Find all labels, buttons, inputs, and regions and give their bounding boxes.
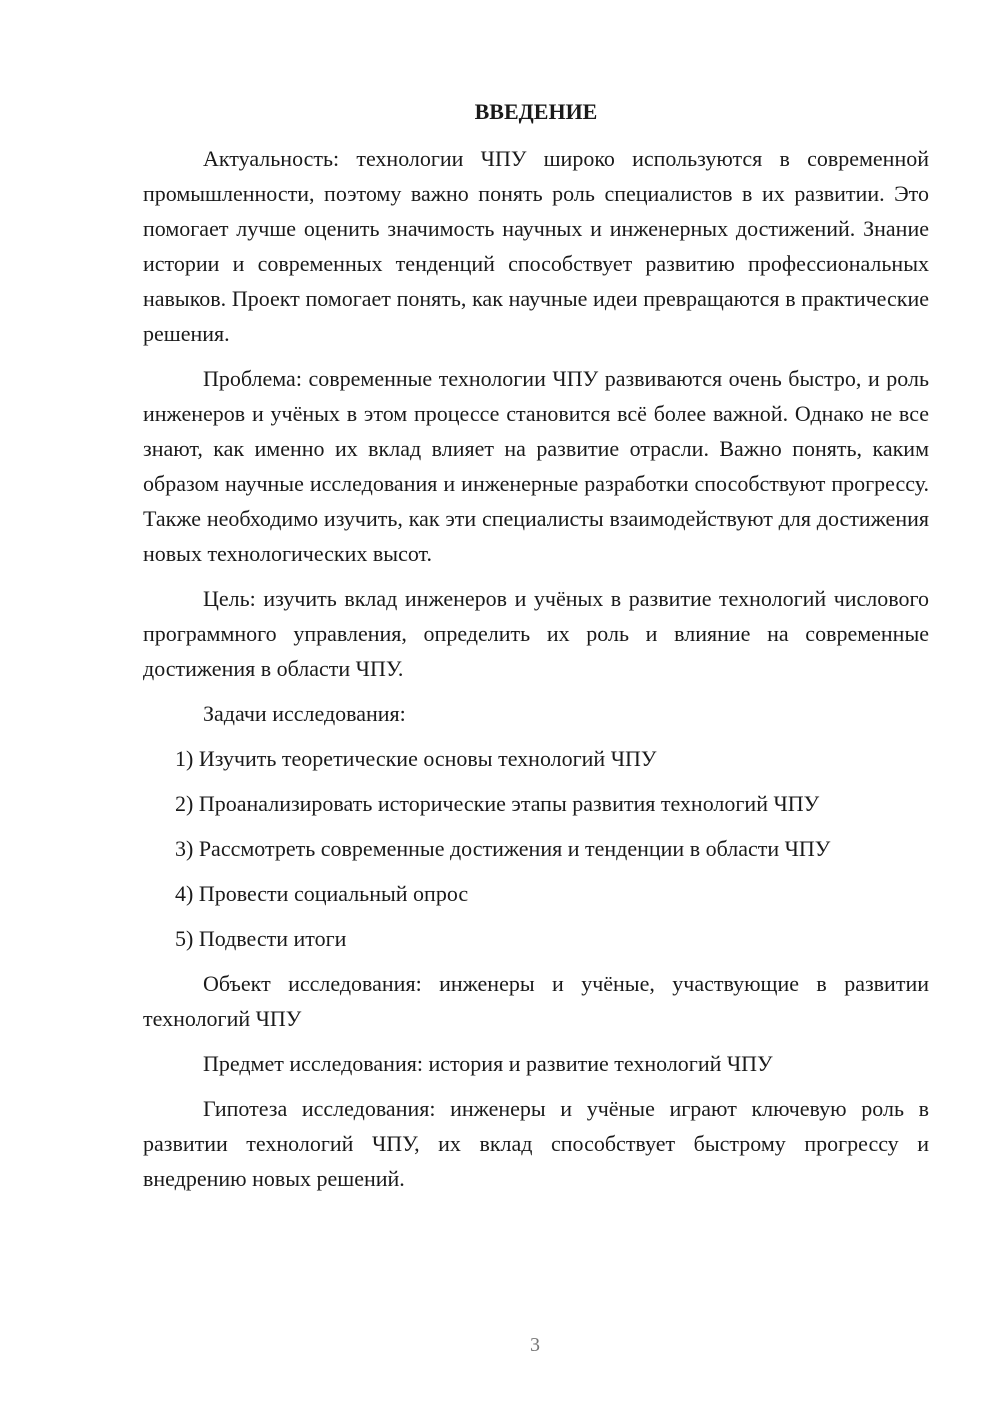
document-title: ВВЕДЕНИЕ [474, 99, 598, 124]
paragraph-relevance: Актуальность: технологии ЧПУ широко используются в современной промышленности, поэтому важно понять роль специалистов в их развитии. Это помогает лучше оценить значимость научных и инженерных достижений. Знание истории и современных тенденций способствует развитию профессиональных навыков. Проект помогает понять, как научные идеи превращаются в практические решения. [143, 146, 929, 346]
list-item: 2) Проанализировать исторические этапы развития технологий ЧПУ [175, 791, 820, 816]
list-item: 1) Изучить теоретические основы технологий ЧПУ [175, 746, 657, 771]
paragraph-object: Объект исследования: инженеры и учёные, участвующие в развитии технологий ЧПУ [143, 971, 929, 1031]
paragraph-subject: Предмет исследования: история и развитие технологий ЧПУ [203, 1051, 773, 1076]
list-item: 3) Рассмотреть современные достижения и тенденции в области ЧПУ [175, 836, 831, 861]
task-list [143, 741, 929, 956]
tasks-heading: Задачи исследования: [203, 701, 406, 726]
list-item: 5) Подвести итоги [175, 926, 347, 951]
page-number: 3 [530, 1334, 540, 1356]
list-item: 4) Провести социальный опрос [175, 881, 469, 906]
paragraph-hypothesis: Гипотеза исследования: инженеры и учёные играют ключевую роль в развитии технологий ЧПУ, их вклад способствует быстрому прогрессу и внедрению новых решений. [143, 1096, 929, 1191]
paragraph-goal: Цель: изучить вклад инженеров и учёных в развитие технологий числового программного управления, определить их роль и влияние на современные достижения в области ЧПУ. [143, 586, 929, 681]
document-page [143, 94, 929, 1206]
paragraph-problem: Проблема: современные технологии ЧПУ развиваются очень быстро, и роль инженеров и учёных в этом процессе становится всё более важной. Однако не все знают, как именно их вклад влияет на развитие отрасли. Важно понять, каким образом научные исследования и инженерные разработки способствуют прогрессу. Также необходимо изучить, как эти специалисты взаимодействуют для достижения новых технологических высот. [143, 366, 929, 566]
